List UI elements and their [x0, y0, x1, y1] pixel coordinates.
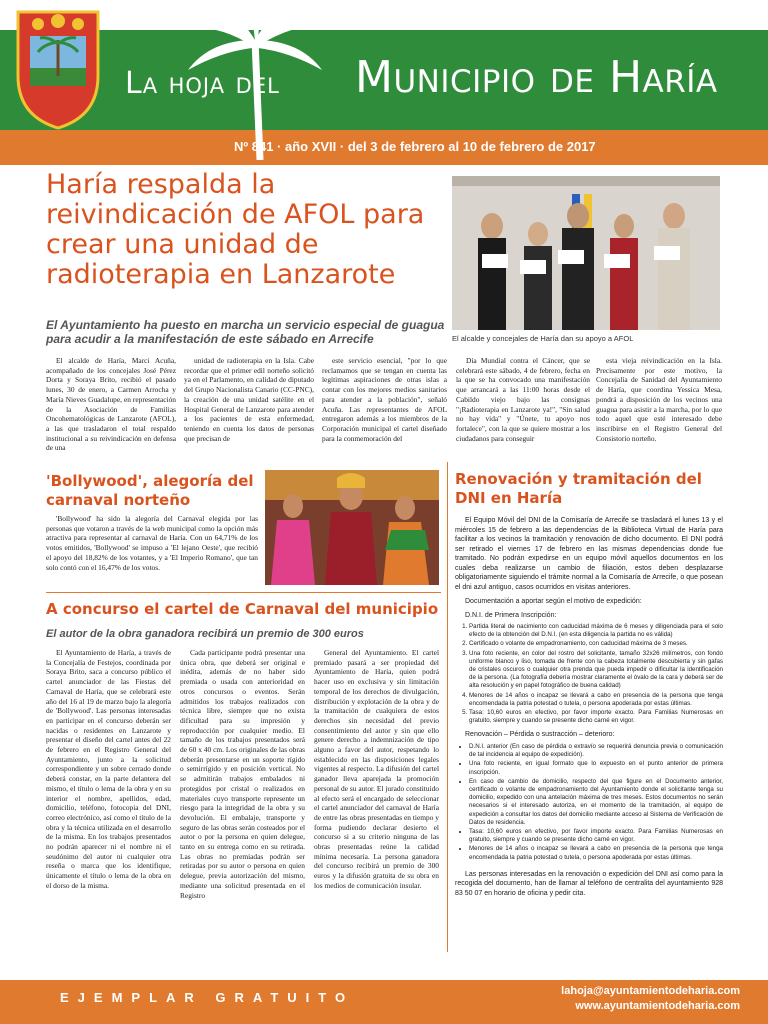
lead-paragraph-2: unidad de radioterapia en la Isla. Cabe recordar que el primer edil norteño solicitó ya en el Parlamento, en calidad de diputado del Grupo Nacionalista Canario (CC-PNC), la creación de una unidad satélite en el Hospital General de Lanzarote para atender a los pacientes de esta enfermedad, teniendo en cuenta los datos de personas que precisan de	[184, 356, 314, 443]
lead-column-2	[184, 356, 314, 446]
dni-first-heading: D.N.I. de Primera Inscripción:	[465, 611, 557, 619]
list-item: • Una foto reciente, en igual formato que lo expuesto en el punto anterior de primera inscripción.	[469, 760, 723, 776]
bollywood-dancers-image	[265, 470, 439, 585]
list-item: 5. Tasa: 10,60 euros en efectivo, por favor importe exacto. Para Familias Numerosas en gratuito, siempre y cuando se presente dicho carné en vigor.	[469, 709, 723, 725]
footer-free-copy: EJEMPLAR GRATUITO	[60, 990, 355, 1005]
dni-docs-heading: Documentación a aportar según el motivo de expedición:	[465, 598, 642, 605]
list-item: • En caso de cambio de domicilio, respecto del que figure en el Documento anterior, certificado o volante de empadronamiento del Ayuntamiento donde el solicitante tenga su domicilio, expedido con una antelación máxima de tres meses. Estos documentos no serán necesarios si el interesado autoriza, en el momento de la tramitación, al equipo de expedición a consultar los datos del domicilio mediante acceso al Sistema de Verificación de Datos de residencia.	[469, 778, 723, 827]
dni-first-list	[455, 623, 723, 725]
lead-column-3	[322, 356, 447, 446]
masthead-title-prefix: La hoja del	[125, 66, 280, 101]
lead-headline: Haría respalda la reivindicación de AFOL para crear una unidad de radioterapia en Lanzarote	[46, 169, 425, 290]
footer-contact	[560, 984, 740, 1014]
lead-column-5	[596, 356, 722, 446]
list-item: 1. Partida literal de nacimiento con caducidad máxima de 6 meses y diligenciada para el solo efecto de la obtención del D.N.I. (en esta diligencia la partida no es válida)	[469, 623, 723, 639]
dni-title: Renovación y tramitación del DNI en Haría	[455, 470, 702, 507]
lead-photo-caption: El alcalde y concejales de Haría dan su apoyo a AFOL	[452, 334, 634, 343]
lead-subhead: El Ayuntamiento ha puesto en marcha un servicio especial de guagua para acudir a la manifestación de este sábado en Arrecife	[46, 318, 445, 346]
footer-email-link[interactable]: lahoja@ayuntamientodeharia.com	[561, 985, 740, 997]
lead-paragraph-1: El alcalde de Haría, Marci Acuña, acompañado de los concejales José Pérez Dorta y Soraya Brito, recibió el pasado lunes, 30 de enero, a Carmen Arrocha y María Nieves Guadalupe, en representación de la Asociación de Familias Oncohematológicas de Lanzarote (AFOL), a las que trasladaron el total respaldo institucional a su reivindicación en defensa de una	[46, 356, 176, 453]
cartel-paragraph-3: General del Ayuntamiento. El cartel premiado pasará a ser propiedad del Ayuntamiento de Haría, quien podrá hacer uso en exclusiva y sin limitación temporal de los derechos de divulgación, distribución y explotación de la obra y de la tramitación de cualquiera de estos derechos sin necesidad del previo consentimiento del autor y sin que ello genere derecho a indemnización de tipo alguno a favor del autor, respetando lo establecido en las disposiciones legales vigentes al respecto. La difusión del cartel ganador lleva aparejada la promoción personal de su autor. El jurado constituido al efecto será el encargado de seleccionar el cartel anunciador del carnaval de Haría de entre las obras presentadas en tiempo y forma pudiendo declarar desierto el concurso si a su criterio ninguna de las obras presentadas reúne la calidad mínima necesaria. La persona ganadora del concurso recibirá un premio de 300 euros y la difusión gratuita de su obra en los medios de comunicación insular.	[314, 648, 439, 890]
lead-column-1	[46, 356, 176, 456]
municipal-crest-icon	[8, 6, 108, 130]
dni-renew-heading: Renovación – Pérdida o sustracción – deterioro:	[465, 731, 615, 739]
cartel-subhead: El autor de la obra ganadora recibirá un premio de 300 euros	[46, 628, 364, 640]
section-rule	[46, 592, 441, 593]
lead-paragraph-4: Día Mundial contra el Cáncer, que se celebrará este sábado, 4 de febrero, fecha en la que se ha convocado una manifestación que arrancará a las 11:00 horas desde el Cabildo viejo bajo las consignas "¡Radioterapia en Lanzarote ya!", "Sin salud no hay vida" y "Únete, tu apoyo nos fortalece", con la que se quiere mostrar a los ciudadanos para conseguir	[456, 356, 590, 443]
column-divider	[447, 462, 448, 952]
dni-closing: Las personas interesadas en la renovación o expedición del DNI así como para la recogida del documento, han de llamar al teléfono de centralita del ayuntamiento 928 83 50 07 en horario de oficina y pedir cita.	[455, 870, 723, 897]
list-item: • Tasa: 10,60 euros en efectivo, por favor importe exacto. Para Familias Numerosas en gratuito, siempre y cuando se presente dicho carné en vigor.	[469, 828, 723, 844]
cartel-column-1	[46, 648, 171, 894]
dni-body	[455, 516, 723, 901]
bollywood-body	[46, 514, 258, 575]
cartel-column-2	[180, 648, 305, 903]
footer-web-link[interactable]: www.ayuntamientodeharia.com	[575, 1000, 740, 1012]
bollywood-photo	[265, 470, 439, 585]
lead-paragraph-5: esta vieja reivindicación en la Isla. Precisamente por este motivo, la Concejalía de Sanidad del Ayuntamiento de Haría, que coordina Yessica Mesa, pondrá a disposición de los vecinos una guagua para asistir a la marcha, por lo que todo aquel que esté interesado debe inscribirse en el Registro General del Consistorio norteño.	[596, 356, 722, 443]
cartel-paragraph-2: Cada participante podrá presentar una única obra, que deberá ser original e inédita, además de no haber sido premiada o usada con anterioridad en otros concursos o eventos. Serán admitidos los trabajos realizados con técnica libre, siempre que no exista dificultad para su impresión y reproducción por cualquier medio. El tamaño de los trabajos presentados será de 60 x 40 cm. Los originales de las obras deberán presentarse en un soporte rígido o semirrígido y en posición vertical. No se admitirán trabajos embalados ni protegidos por cristal o realizados en materiales cuyo transporte represente un riesgo para la integridad de la obra y su devolución. El embalaje, transporte y seguro de las obras serán costeados por el autor o por la persona en quien delegue, tanto en su entrega como en su retirada. Las obras no premiadas podrán ser retiradas por su autor o persona en quien delegue, previa autorización del mismo, mediante una solicitud presentada en el Registro	[180, 648, 305, 900]
list-item: 4. Menores de 14 años o incapaz se llevará a cabo en presencia de la persona que tenga encomendada la patria potestad o tutela, o persona apoderada por estas últimas.	[469, 692, 723, 708]
masthead	[0, 0, 768, 165]
list-item: 3. Una foto reciente, en color del rostro del solicitante, tamaño 32x26 milímetros, con fondo uniforme blanco y liso, tomada de frente con la cabeza totalmente descubierta y sin gafas de cristales oscuros o cualquier otra prenda que pueda impedir o dificultar la identificación de la persona. (La fotografía debería mostrar claramente el óvalo de la cara y deberá ser de alta resolución y en papel fotográfico de buena calidad)	[469, 650, 723, 691]
dni-intro: El Equipo Móvil del DNI de la Comisaría de Arrecife se trasladará el lunes 13 y el miércoles 15 de febrero a las dependencias de la Biblioteca Virtual de Haría para facilitar a los vecinos la tramitación y renovación de dicho documento. El DNI podrá ser retirado el viernes 17 de febrero en las mismas dependencias donde fue tramitado. No podrán expedirse en un equipo móvil aquellos documentos en los cuales deba realizarse un cambio de filiación, estos deben desplazarse obligatoriamente siguiendo el trámite normal a la Comisaría de Arrecife, o que posean el dni azul antiguo, casos ocurridos en visitas anteriores.	[455, 517, 723, 591]
list-item: • Menores de 14 años o incapaz se llevará a cabo en presencia de la persona que tenga encomendada la patria potestad o tutela, o persona apoderada por estas últimas.	[469, 845, 723, 861]
lead-photo	[452, 176, 720, 330]
bollywood-paragraph: 'Bollywood' ha sido la alegoría del Carnaval elegida por las personas que votaron a través de la web municipal como la opción más atractiva para representar al carnaval de Haría. Con un 64,71% de los votos emitidos, 'Bollywood' se impuso a 'El lejano Oeste', que recibió el apoyo del 18,82% de los votantes, y a 'El Imperio Romano', que tan solo contó con el 16,47% de los votos.	[46, 514, 258, 572]
lead-paragraph-3: este servicio esencial, "por lo que reclamamos que se tengan en cuenta las legítimas aspiraciones de otras islas a contar con los mejores medios sanitarios para atender a la población", señaló Acuña. Las representantes de AFOL entregaron además a los miembros de la Corporación municipal el cartel diseñado para la conmemoración del	[322, 356, 447, 443]
lead-column-4	[456, 356, 590, 446]
issue-line: Nº 841 · año XVII · del 3 de febrero al 10 de febrero de 2017	[234, 139, 596, 154]
cartel-column-3	[314, 648, 439, 894]
masthead-title-main: Municipio de Haría	[355, 52, 718, 103]
dni-renew-list	[455, 743, 723, 862]
cartel-paragraph-1: El Ayuntamiento de Haría, a través de la Concejalía de Festejos, coordinada por Soraya Brito, saca a concurso público el cartel anunciador de las Fiestas del Carnaval de Haría, que se celebrará este año del 16 al 19 de marzo bajo la alegoría de 'Bollywood'. Las personas interesadas en participar en el concurso deberán ser nacidas o residentes en Lanzarote y presentar el diseño del cartel antes del 22 de febrero en el Registro General del Ayuntamiento, junto a la solicitud correspondiente y un sobre cerrado donde deberá constar, en la parte delantera del mismo, el título o lema de la obra y en su interior el nombre, apellidos, edad, domicilio, teléfono, fotocopia del DNI, correo electrónico, así como el título de la obra y la técnica utilizada en el desarrollo de la misma. En los trabajos presentados no podrán aparecer ni el nombre ni el seudónimo del autor ni cualquier otra reseña o marca que los identifique, únicamente el título o lema de la obra en el dorso de la misma.	[46, 648, 171, 890]
list-item: • D.N.I. anterior (En caso de pérdida o extravío se requerirá denuncia previa o comunicación de tal incidencia al equipo de expedición).	[469, 743, 723, 759]
bollywood-title: 'Bollywood', alegoría del carnaval norteño	[46, 472, 254, 509]
list-item: 2. Certificado o volante de empadronamiento, con caducidad máxima de 3 meses.	[469, 640, 723, 648]
cartel-title: A concurso el cartel de Carnaval del municipio	[46, 600, 439, 618]
group-photo-image	[452, 176, 720, 330]
